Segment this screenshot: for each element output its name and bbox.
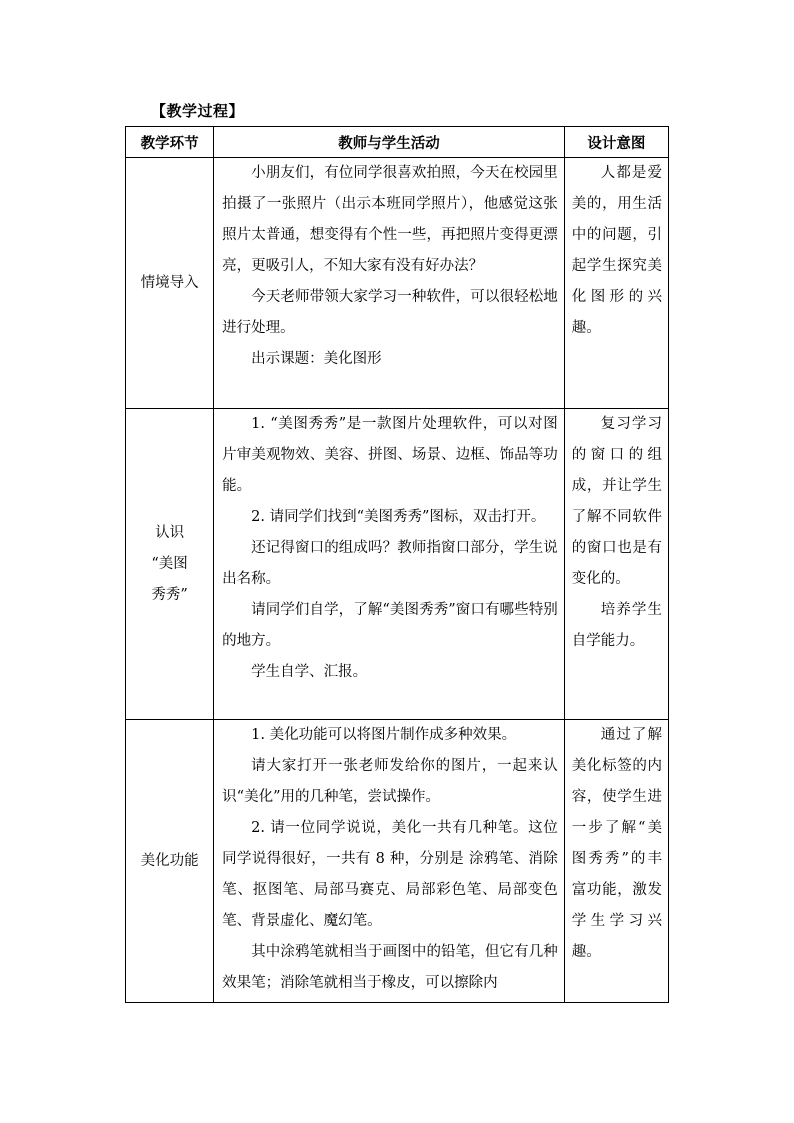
activity-paragraph: 今天老师带领大家学习一种软件，可以很轻松地进行处理。: [222, 289, 558, 336]
intent-paragraph: 通过了解美化标签的内容，使学生进一步了解“美图秀秀”的丰富功能，激发学生学习兴趣。: [571, 727, 662, 960]
header-intent: 设计意图: [564, 127, 668, 158]
table-row: [126, 720, 669, 1003]
table-row: [126, 158, 669, 409]
section-heading: 【教学过程】: [151, 102, 245, 120]
activity-paragraph: 2. 请同学们找到“美图秀秀”图标，双击打开。: [251, 509, 546, 525]
teaching-process-table: [125, 126, 669, 1003]
stage-cell: [126, 158, 214, 409]
activity-cell: [214, 720, 565, 1003]
intent-cell: [564, 409, 668, 720]
stage-cell: [126, 720, 214, 1003]
activity-cell: [214, 409, 565, 720]
stage-cell: [126, 409, 214, 720]
stage-label: “美图: [151, 555, 188, 572]
header-stage: 教学环节: [126, 127, 214, 158]
intent-paragraph: 复习学习的窗口的组成，并让学生了解不同软件的窗口也是有变化的。: [571, 416, 662, 587]
activity-cell: [214, 158, 565, 409]
intent-cell: [564, 158, 668, 409]
intent-cell: [564, 720, 668, 1003]
activity-paragraph: 其中涂鸦笔就相当于画图中的铅笔，但它有几种效果笔；消除笔就相当于橡皮，可以擦除内: [222, 944, 558, 991]
stage-label: 美化功能: [140, 852, 199, 869]
stage-label: 认识: [155, 524, 185, 541]
header-activity: 教师与学生活动: [214, 127, 565, 158]
table-header-row: [126, 127, 669, 158]
activity-paragraph: 小朋友们，有位同学很喜欢拍照，今天在校园里拍摄了一张照片（出示本班同学照片），他感觉这张照片太普通，想变得有个性一些，再把照片变得更漂亮，更吸引人，不知大家有没有好办法？: [222, 165, 558, 274]
stage-label: 情境导入: [140, 274, 199, 291]
activity-paragraph: 出示课题：美化图形: [251, 351, 382, 367]
activity-paragraph: 还记得窗口的组成吗？教师指窗口部分，学生说出名称。: [222, 540, 558, 587]
intent-paragraph: 培养学生自学能力。: [571, 602, 662, 649]
activity-paragraph: 2. 请一位同学说说，美化一共有几种笔。这位同学说得很好，一共有 8 种，分别是 涂鸦笔、消除笔、抠图笔、局部马赛克、局部彩色笔、局部变色笔、背景虚化、魔幻笔。: [222, 820, 558, 929]
stage-label: 秀秀”: [151, 586, 188, 603]
intent-paragraph: 人都是爱美的，用生活中的问题，引起学生探究美化图形的兴趣。: [571, 165, 662, 336]
table-row: [126, 409, 669, 720]
activity-paragraph: 学生自学、汇报。: [251, 664, 368, 680]
activity-paragraph: 请同学们自学，了解“美图秀秀”窗口有哪些特别的地方。: [222, 602, 558, 649]
activity-paragraph: 1. “美图秀秀”是一款图片处理软件，可以对图片审美观物效、美容、拼图、场景、边框、饰品等功能。: [222, 416, 558, 494]
activity-paragraph: 请大家打开一张老师发给你的图片，一起来认识“美化”用的几种笔，尝试操作。: [222, 758, 558, 805]
activity-paragraph: 1. 美化功能可以将图片制作成多种效果。: [251, 727, 517, 743]
